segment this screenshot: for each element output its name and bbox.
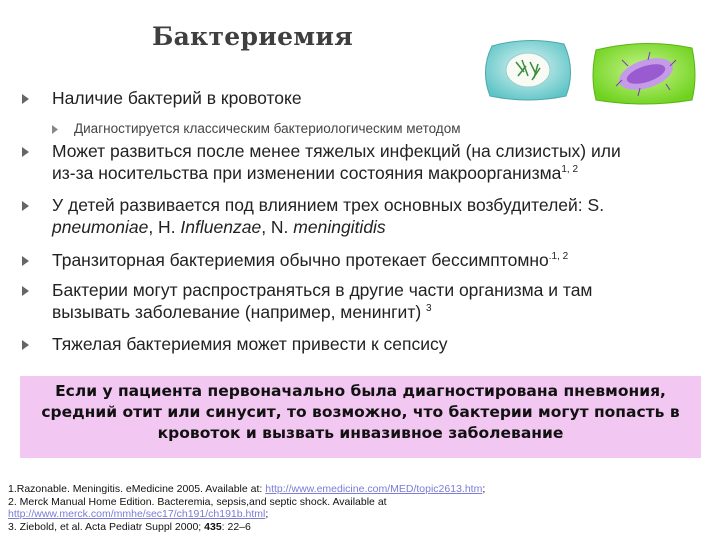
bullet-text: Тяжелая бактериемия может привести к сепсису (52, 334, 448, 354)
arrow-bullet-icon (52, 118, 74, 134)
bullet-text: вызывать заболевание (например, менингит) (52, 302, 422, 322)
sub-bullet-text: Диагностируется классическим бактериологическим методом (74, 121, 461, 136)
bacteria-cell-icon (588, 36, 700, 108)
callout-box (20, 376, 701, 458)
list-item (22, 279, 592, 323)
reference-volume: 435 (204, 520, 222, 533)
reference-item (8, 521, 708, 534)
list-item (52, 118, 460, 140)
reference-text: ; (265, 508, 269, 520)
list-item (22, 140, 621, 184)
separator: , N. (261, 217, 294, 237)
bullet-text: Бактерии могут распространяться в другие части организма и там (52, 280, 593, 300)
list-item (22, 249, 568, 271)
reference-text: 1.Razonable. Meningitis. eMedicine 2005. Available at: (8, 483, 266, 495)
reference-link[interactable]: http://www.merck.com/mmhe/sec17/ch191/ch191b.html (8, 508, 266, 520)
list-item (22, 194, 604, 238)
reference-item (8, 496, 708, 521)
reference-link[interactable]: http://www.emedicine.com/MED/topic2613.htm (265, 483, 483, 495)
footnote-ref: .1, 2 (548, 251, 569, 263)
bullet-text: Наличие бактерий в кровотоке (52, 88, 302, 108)
references (8, 483, 708, 533)
reference-item (8, 483, 708, 496)
arrow-bullet-icon (22, 249, 52, 266)
separator: , H. (148, 217, 181, 237)
pathogen-name: pneumoniae (52, 217, 149, 237)
arrow-bullet-icon (22, 140, 52, 157)
arrow-bullet-icon (22, 87, 52, 104)
bullet-text: из-за носительства при изменении состояния макроорганизма (52, 163, 562, 183)
pathogen-name: meningitidis (293, 217, 386, 237)
bullet-text: Транзиторная бактериемия обычно протекает бессимптомно (52, 250, 549, 270)
arrow-bullet-icon (22, 279, 52, 296)
arrow-bullet-icon (22, 194, 52, 211)
callout-text: Если у пациента первоначально была диагностирована пневмония, средний отит или синусит, то возможно, что бактерии могут попасть в кровоток и вызвать инвазивное заболевание (41, 382, 680, 442)
reference-text: ; (482, 483, 486, 495)
pathogen-name: Influenzae (180, 217, 262, 237)
reference-text: : 22–6 (221, 520, 251, 533)
slide-title: Бактериемия (152, 22, 353, 51)
bacteria-cell-icon (478, 36, 578, 104)
reference-text: 2. Merck Manual Home Edition. Bacteremia, sepsis,and septic shock. Available at (8, 495, 387, 508)
bullet-text: Может развиться после менее тяжелых инфекций (на слизистых) или (52, 141, 621, 161)
list-item (22, 87, 302, 109)
reference-text: 3. Ziebold, et al. Acta Pediatr Suppl 2000; (8, 520, 205, 533)
footnote-ref: 1, 2 (561, 164, 579, 176)
footnote-ref: 3 (426, 303, 432, 315)
list-item (22, 333, 448, 355)
bullet-text: У детей развивается под влиянием трех основных возбудителей: S. (52, 195, 605, 215)
arrow-bullet-icon (22, 333, 52, 350)
